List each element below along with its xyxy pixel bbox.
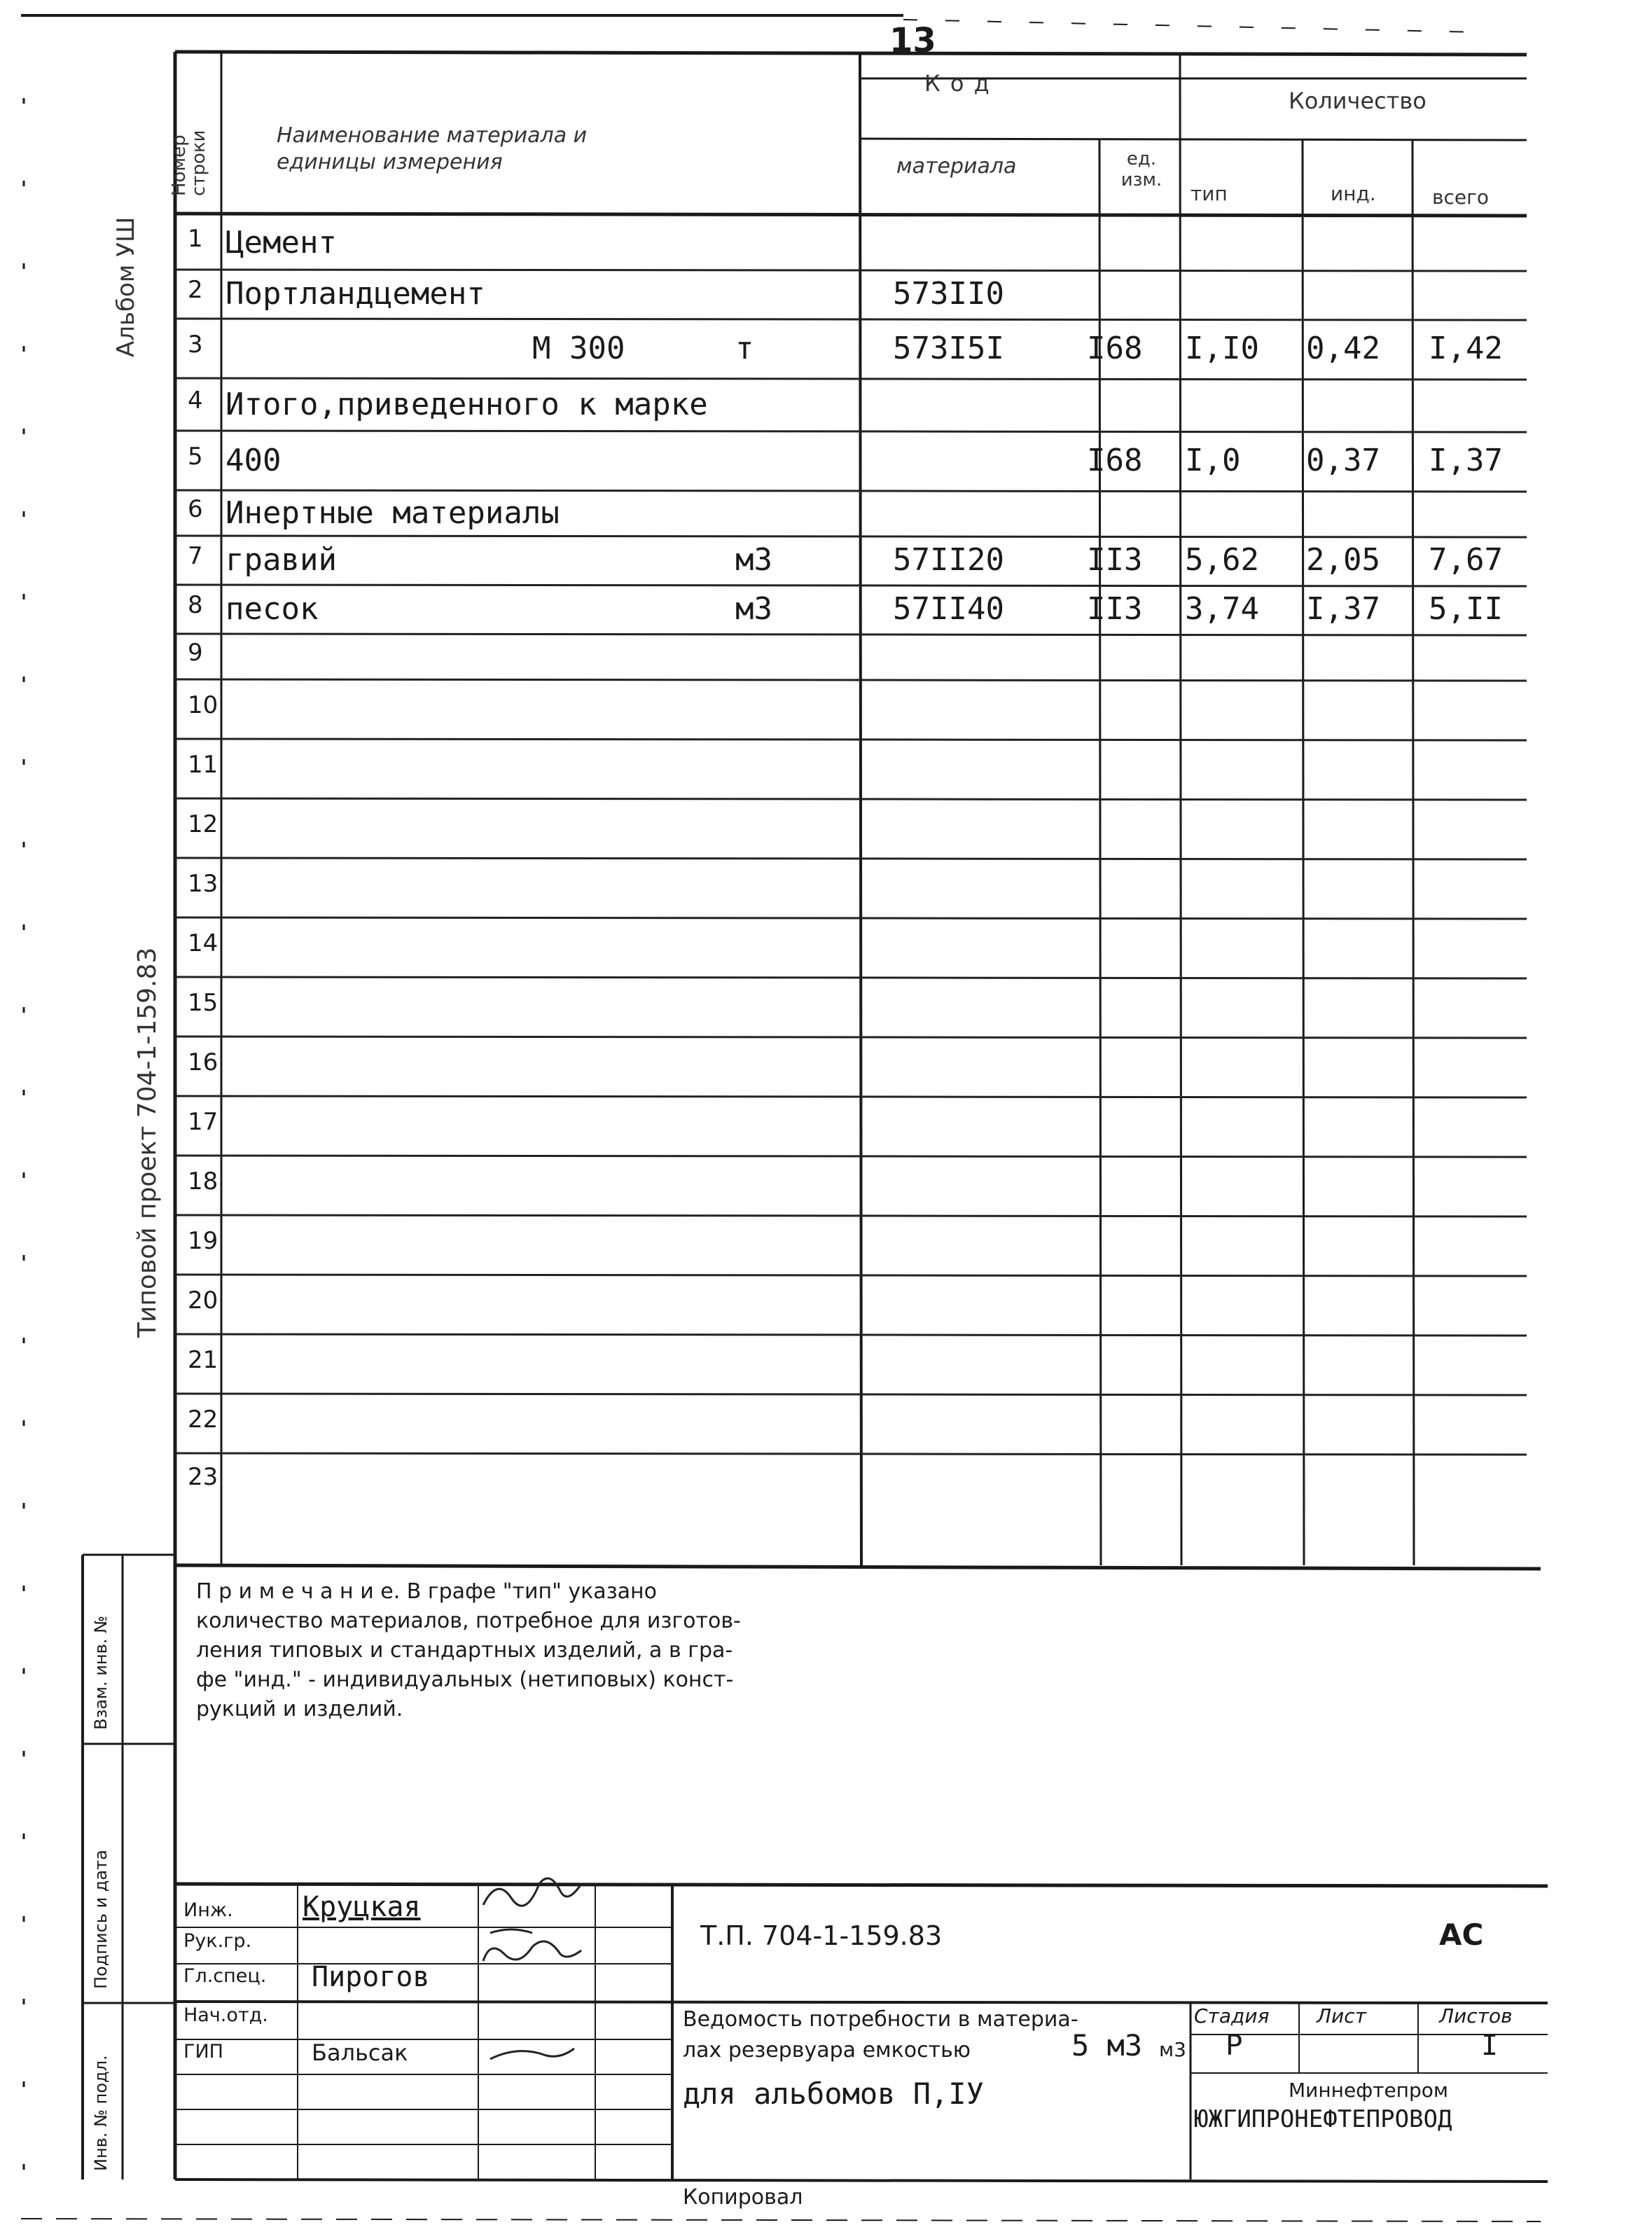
row-number: 5: [188, 442, 203, 471]
material-name: Итого,приведенного к марке: [225, 386, 708, 422]
row-number: 22: [188, 1405, 218, 1434]
row-number: 9: [188, 638, 203, 667]
row-divider: [175, 536, 1527, 537]
material-name: песок: [225, 591, 319, 627]
row-number: 15: [188, 988, 218, 1017]
row-divider: [175, 1334, 1527, 1336]
unit-code: II3: [1087, 542, 1143, 578]
role-engineer: Инж.: [183, 1899, 233, 1921]
role-chief-spec: Гл.спец.: [183, 1965, 267, 1987]
name-engineer: Круцкая: [303, 1891, 421, 1923]
page-number: 13: [889, 21, 936, 60]
row-number: 6: [188, 494, 203, 523]
qty-type: I,I0: [1185, 330, 1259, 366]
stage-value: Р: [1226, 2030, 1243, 2062]
row-number: 10: [188, 691, 218, 719]
row-number: 3: [188, 330, 203, 359]
row-number: 13: [188, 869, 218, 898]
row-number: 20: [188, 1286, 218, 1315]
row-divider: [175, 739, 1527, 740]
row-divider: [175, 1037, 1527, 1038]
code-unit-header: ед. изм.: [1120, 148, 1162, 190]
row-number: 16: [188, 1048, 218, 1076]
signature-marks: [483, 1878, 581, 2059]
material-name: Портландцемент: [225, 276, 485, 312]
row-number: 17: [188, 1107, 218, 1136]
organization: ЮЖГИПРОНЕФТЕПРОВОД: [1194, 2105, 1452, 2133]
material-name: Инертные материалы: [225, 494, 560, 531]
qty-total: 5,II: [1429, 591, 1503, 627]
unit-code: I68: [1087, 442, 1143, 478]
material-code: 57II40: [893, 591, 1004, 627]
qty-ind: 0,42: [1306, 330, 1380, 366]
row-divider: [175, 917, 1527, 919]
row-number: 2: [188, 276, 203, 304]
row-number: 7: [188, 542, 203, 570]
sheets-value: I: [1481, 2030, 1499, 2062]
role-dept-head: Нач.отд.: [183, 2004, 268, 2026]
code-header: К о д: [924, 70, 991, 97]
note-line-2: количество материалов, потребное для изготов-: [196, 1609, 741, 1633]
row-divider: [175, 858, 1527, 859]
row-divider: [175, 490, 1527, 492]
qty-ind-header: инд.: [1331, 182, 1376, 205]
row-number: 12: [188, 810, 218, 838]
note-line-1: П р и м е ч а н и е. В графе "тип" указано: [196, 1579, 657, 1604]
album-label: Альбом УШ: [112, 216, 140, 357]
code-material-header: материала: [896, 154, 1017, 179]
stage-label: Стадия: [1194, 2004, 1270, 2027]
section-code: АС: [1439, 1918, 1484, 1952]
row-number: 21: [188, 1345, 218, 1374]
row-number: 18: [188, 1167, 218, 1195]
row-divider: [175, 977, 1527, 978]
row-divider: [175, 270, 1527, 271]
stamp-signature-date: Подпись и дата: [91, 1850, 111, 1989]
row-number: 14: [188, 929, 218, 957]
row-number: 4: [188, 386, 203, 415]
stamp-replace-inv: Взам. инв. №: [91, 1616, 111, 1730]
stamp-inv-no: Инв. № подл.: [91, 2055, 111, 2171]
qty-ind: I,37: [1306, 591, 1380, 627]
qty-type-header: тип: [1191, 182, 1228, 205]
qty-total: I,37: [1429, 442, 1503, 478]
row-number: 23: [188, 1463, 218, 1491]
sheet-label: Лист: [1317, 2004, 1366, 2027]
qty-total: I,42: [1429, 330, 1503, 366]
row-number: 8: [188, 591, 203, 619]
qty-type: I,0: [1185, 442, 1241, 478]
ministry: Миннефтепром: [1289, 2079, 1449, 2102]
row-divider: [175, 1096, 1527, 1097]
note-line-4: фе "инд." - индивидуальных (нетиповых) конст-: [196, 1668, 734, 1692]
capacity: 5 м3: [1071, 2028, 1143, 2063]
row-divider: [175, 634, 1527, 635]
row-number: 11: [188, 750, 218, 779]
unit-text: м3: [735, 591, 772, 627]
qty-type: 5,62: [1185, 542, 1259, 578]
row-divider: [175, 1453, 1527, 1455]
row-divider: [175, 1215, 1527, 1216]
material-code: 573II0: [893, 276, 1004, 312]
material-name: 400: [225, 442, 282, 478]
description-line-3: для альбомов П,IУ: [683, 2077, 984, 2111]
unit-text: м3: [735, 542, 772, 578]
project-label: Типовой проект 704-1-159.83: [133, 947, 162, 1338]
material-name: Цемент: [225, 224, 337, 261]
row-divider: [175, 378, 1527, 380]
note-line-5: рукций и изделий.: [196, 1697, 403, 1721]
material-name: гравий: [225, 542, 337, 578]
qty-type: 3,74: [1185, 591, 1259, 627]
material-code: 57II20: [893, 542, 1004, 578]
material-name: М 300: [532, 330, 625, 366]
quantity-header: Количество: [1289, 88, 1427, 114]
unit-text: т: [735, 330, 754, 366]
sheets-label: Листов: [1439, 2004, 1513, 2027]
material-code: 573I5I: [893, 330, 1004, 366]
unit-code: I68: [1087, 330, 1143, 366]
note-line-3: ления типовых и стандартных изделий, а в гра-: [196, 1638, 733, 1663]
role-gip: ГИП: [183, 2041, 223, 2063]
row-number-header: Номер строки: [169, 130, 209, 196]
row-divider: [175, 585, 1527, 586]
qty-total: 7,67: [1429, 542, 1503, 578]
copied-label: Копировал: [683, 2185, 803, 2210]
capacity-unit: м3: [1159, 2038, 1186, 2061]
name-gip: Бальсак: [312, 2039, 408, 2066]
role-group-head: Рук.гр.: [183, 1930, 252, 1952]
unit-code: II3: [1087, 591, 1143, 627]
qty-ind: 2,05: [1306, 542, 1380, 578]
row-divider: [175, 431, 1527, 432]
row-divider: [175, 1394, 1527, 1395]
row-number: 19: [188, 1226, 218, 1255]
description-line-1: Ведомость потребности в материа-: [683, 2007, 1078, 2032]
material-name-header: Наименование материала и единицы измерения: [277, 123, 588, 174]
qty-ind: 0,37: [1306, 442, 1380, 478]
designation: Т.П. 704-1-159.83: [700, 1920, 943, 1951]
row-number: 1: [188, 224, 203, 253]
row-divider: [175, 1275, 1527, 1276]
qty-total-header: всего: [1432, 186, 1489, 209]
name-chief-spec: Пирогов: [312, 1961, 430, 1993]
row-divider: [175, 798, 1527, 800]
description-line-2: лах резервуара емкостью: [683, 2038, 971, 2063]
row-divider: [175, 1156, 1527, 1157]
row-divider: [175, 319, 1527, 320]
row-divider: [175, 679, 1527, 681]
